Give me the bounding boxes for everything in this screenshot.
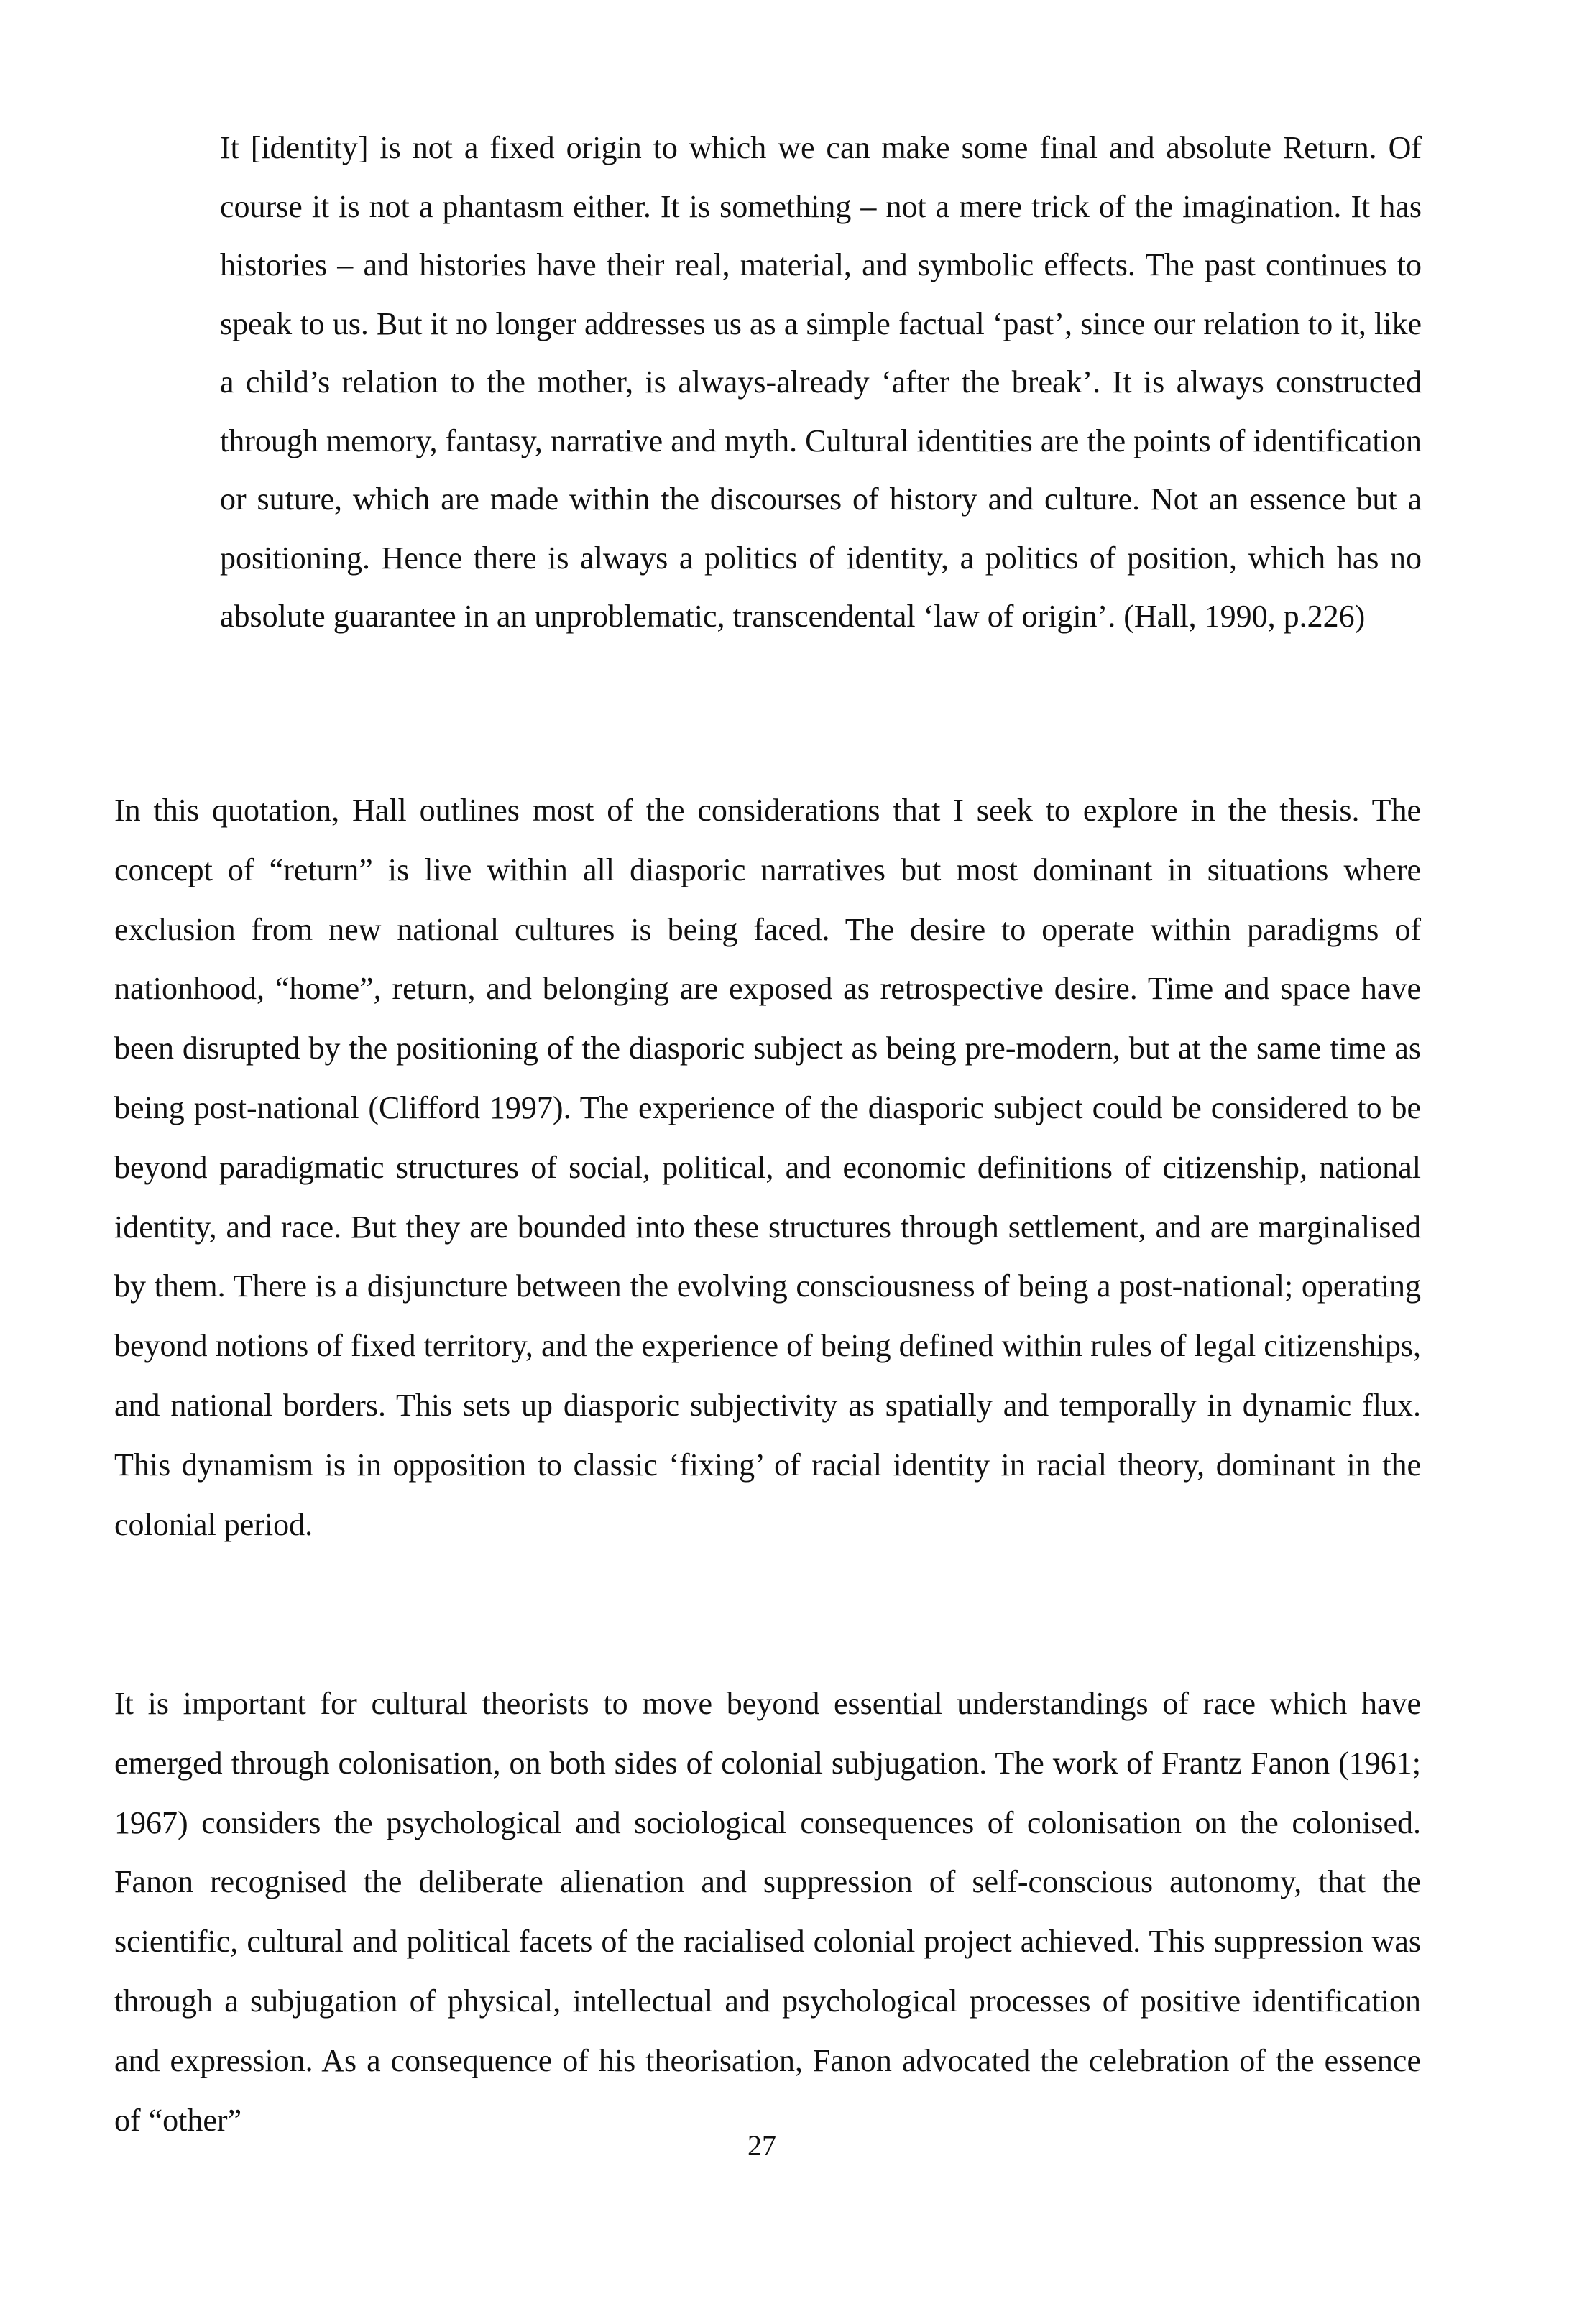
body-paragraph-2: It is important for cultural theorists to move beyond essential understandings of race which have emerged through colonisation, on both sides of colonial subjugation. The work of Frantz Fanon (1961; 1967) considers the psychological and sociological consequences of colonisation on the colonised. Fanon recognised the deliberate alienation and suppression of self-conscious autonomy, that the scientific, cultural and political facets of the racialised colonial project achieved. This suppression was through a subjugation of physical, intellectual and psychological processes of positive identification and expression. As a consequence of his theorisation, Fanon advocated the celebration of the essence of “other”: [114, 1686, 1421, 2138]
page-number: 27: [748, 2129, 776, 2162]
body-paragraph-1: In this quotation, Hall outlines most of the considerations that I seek to explore in the thesis. The concept of “return” is live within all diasporic narratives but most dominant in situations where exclusion from new national cultures is being faced. The desire to operate within paradigms of nationhood, “home”, return, and belonging are exposed as retrospective desire. Time and space have been disrupted by the positioning of the diasporic subject as being pre-modern, but at the same time as being post-national (Clifford 1997). The experience of the diasporic subject could be considered to be beyond paradigmatic structures of social, political, and economic definitions of citizenship, national identity, and race. But they are bounded into these structures through settlement, and are marginalised by them. There is a disjuncture between the evolving consciousness of being a post-national; operating beyond notions of fixed territory, and the experience of being defined within rules of legal citizenships, and national borders. This sets up diasporic subjectivity as spatially and temporally in dynamic flux. This dynamism is in opposition to classic ‘fixing’ of racial identity in racial theory, dominant in the colonial period.: [114, 793, 1421, 1542]
hall-block-quote: It [identity] is not a fixed origin to which we can make some final and absolute Return. Of course it is not a phantasm either. It is something – not a mere trick of the imagination. It has histories – and histories have their real, material, and symbolic effects. The past continues to speak to us. But it no longer addresses us as a simple factual ‘past’, since our relation to it, like a child’s relation to the mother, is always-already ‘after the break’. It is always constructed through memory, fantasy, narrative and myth. Cultural identities are the points of identification or suture, which are made within the discourses of history and culture. Not an essence but a positioning. Hence there is always a politics of identity, a politics of position, which has no absolute guarantee in an unproblematic, transcendental ‘law of origin’. (Hall, 1990, p.226): [220, 130, 1422, 634]
